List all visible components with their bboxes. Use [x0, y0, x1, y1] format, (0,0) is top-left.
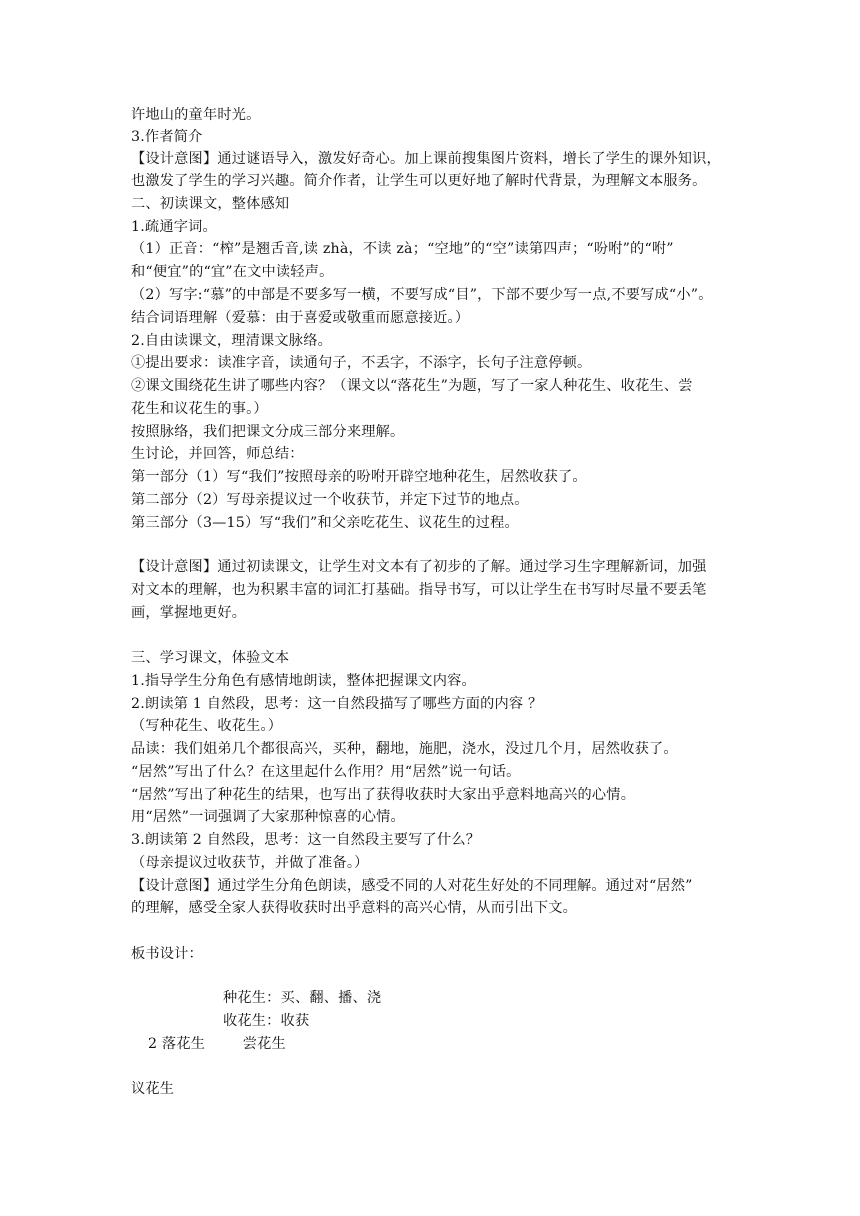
text-line: （写种花生、收花生。）	[131, 718, 283, 734]
text-line: “居然”写出了种花生的结果，也写出了获得收获时大家出乎意料地高兴的心情。	[131, 787, 636, 803]
text-line: 生讨论，并回答，师总结：	[131, 446, 304, 462]
text-line: “居然”写出了什么？在这里起什么作用？用“居然”说一句话。	[131, 764, 521, 780]
section-heading: 三、学习课文，体验文本	[131, 650, 290, 666]
text-line: 画，掌握地更好。	[131, 605, 247, 621]
text-line: 也激发了学生的学习兴趣。简介作者，让学生可以更好地了解时代背景，为理解文本服务。	[131, 173, 707, 189]
text-line: 对文本的理解，也为积累丰富的词汇打基础。指导书写，可以让学生在书写时尽量不要丢笔	[131, 582, 707, 598]
text-line: ②课文围绕花生讲了哪些内容？（课文以“落花生”为题，写了一家人种花生、收花生、尝	[131, 378, 693, 394]
text-line: （2）写字:“慕”的中部是不要多写一横，不要写成“目”，下部不要少写一点,不要写成“小”。	[131, 287, 713, 303]
board-design-heading: 板书设计：	[131, 946, 203, 962]
text-line: 结合词语理解（爱慕：由于喜爱或敬重而愿意接近。）	[131, 310, 470, 326]
text-line: 许地山的童年时光。	[131, 107, 261, 123]
text-line: 的理解，感受全家人获得收获时出乎意料的高兴心情，从而引出下文。	[131, 900, 578, 916]
text-line: 第二部分（2）写母亲提议过一个收获节，并定下过节的地点。	[131, 492, 529, 508]
text-line: 【设计意图】通过谜语导入，激发好奇心。加上课前搜集图片资料，增长了学生的课外知识，	[131, 151, 721, 167]
board-design-line: 种花生：买、翻、播、浇	[223, 990, 382, 1006]
text-line: 用“居然”一词强调了大家那种惊喜的心情。	[131, 809, 405, 825]
board-design-line: 议花生	[131, 1081, 175, 1097]
text-line: 2.自由读课文，理清课文脉络。	[131, 333, 332, 349]
text-line: 2.朗读第 1 自然段，思考：这一自然段描写了哪些方面的内容 ？	[131, 696, 543, 712]
text-line: 和“便宜”的“宜”在文中读轻声。	[131, 264, 334, 280]
text-line: （1）正音：“榨”是翘舌音,读 zhà，不读 zà；“空地”的“空”读第四声；“吩咐”的“咐”	[131, 241, 674, 257]
board-design-line: 收花生：收获	[223, 1013, 310, 1029]
text-line: 【设计意图】通过学生分角色朗读，感受不同的人对花生好处的不同理解。通过对“居然”	[131, 878, 693, 894]
board-design-line: 2 落花生 尝花生	[148, 1036, 286, 1052]
text-line: ①提出要求：读准字音，读通句子，不丢字，不添字，长句子注意停顿。	[131, 355, 592, 371]
text-line: 1.疏通字词。	[131, 219, 217, 235]
text-line: 1.指导学生分角色有感情地朗读，整体把握课文内容。	[131, 673, 476, 689]
text-line: 第一部分（1）写“我们”按照母亲的吩咐开辟空地种花生，居然收获了。	[131, 469, 587, 485]
text-line: （母亲提议过收获节，并做了准备。）	[131, 855, 369, 871]
section-heading: 3.作者简介	[131, 129, 203, 145]
text-line: 【设计意图】通过初读课文，让学生对文本有了初步的了解。通过学习生字理解新词，加强	[131, 559, 707, 575]
section-heading: 二、初读课文，整体感知	[131, 196, 290, 212]
text-line: 按照脉络，我们把课文分成三部分来理解。	[131, 424, 405, 440]
text-line: 花生和议花生的事。）	[131, 401, 268, 417]
text-line: 品读：我们姐弟几个都很高兴，买种，翻地，施肥，浇水，没过几个月，居然收获了。	[131, 741, 678, 757]
text-line: 3.朗读第 2 自然段，思考：这一自然段主要写了什么？	[131, 832, 481, 848]
text-line: 第三部分（3—15）写“我们”和父亲吃花生、议花生的过程。	[131, 515, 519, 531]
